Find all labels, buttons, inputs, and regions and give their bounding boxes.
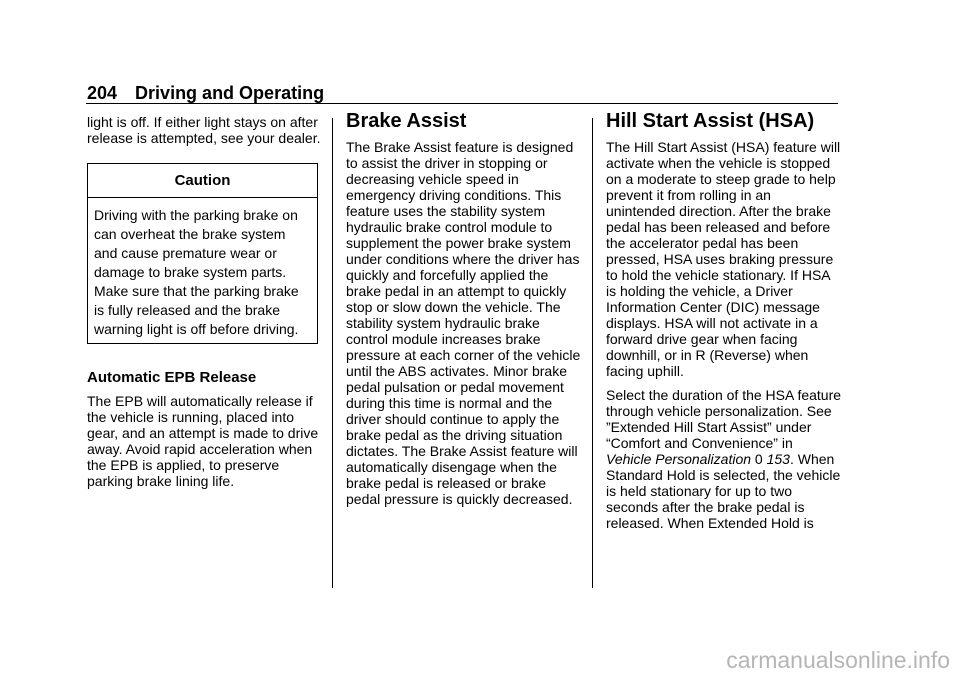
vehicle-personalization-link[interactable]: Vehicle Personalization — [606, 451, 752, 467]
column-divider-2 — [592, 118, 593, 588]
hsa-heading: Hill Start Assist (HSA) — [606, 110, 815, 132]
epb-heading: Automatic EPB Release — [87, 369, 257, 386]
page-number: 204 — [87, 83, 118, 103]
epb-paragraph: The EPB will automatically release if the vehicle is running, placed into gear, and an attempt is made to drive away. Avoid rapid acceleration when the EPB is applied, to preserve parking brake lining life. — [87, 393, 319, 489]
intro-paragraph: light is off. If either light stays on after release is attempted, see your dealer. — [87, 114, 321, 146]
column-middle — [346, 110, 582, 515]
brake-assist-heading: Brake Assist — [346, 110, 467, 132]
page-ref-icon: 0 — [754, 451, 763, 467]
column-divider-1 — [332, 118, 333, 588]
hsa-paragraph-1: The Hill Start Assist (HSA) feature will activate when the vehicle is stopped on a moderate to steep grade to help prevent it from rolling in an unintended direction. After the brake pedal has been released and before the accelerator pedal has been pressed, HSA uses braking pressure to hold the vehicle stationary. If HSA is holding the vehicle, a Driver Information Center (DIC) message displays. HSA will not activate in a forward drive gear when facing downhill, or in R (Reverse) when facing uphill. — [606, 139, 841, 379]
column-left — [87, 114, 323, 497]
watermark: carmanualsonline.info — [726, 647, 950, 673]
page-header — [87, 82, 324, 104]
hsa-paragraph-2-tail: . When Standard Hold is selected, the vehicle is held stationary for up to two seconds after the brake pedal is released. When Extended Hold is — [606, 451, 841, 531]
column-right — [606, 110, 842, 539]
header-rule — [86, 103, 838, 104]
section-title: Driving and Operating — [135, 83, 325, 103]
caution-box — [87, 163, 318, 344]
caution-title: Caution — [88, 164, 317, 198]
caution-body: Driving with the parking brake on can overheat the brake system and cause premature wear or damage to brake system parts. Make sure that the parking brake is fully released and the brake warning light is off before driving. — [94, 207, 299, 337]
brake-assist-paragraph: The Brake Assist feature is designed to assist the driver in stopping or decreasing vehicle speed in emergency driving conditions. This feature uses the stability system hydraulic brake control module to supplement the power brake system under conditions where the driver has quickly and forcefully applied the brake pedal in an attempt to quickly stop or slow down the vehicle. The stability system hydraulic brake control module increases brake pressure at each corner of the vehicle until the ABS activates. Minor brake pedal pulsation or pedal movement during this time is normal and the driver should continue to apply the brake pedal as the driving situation dictates. The Brake Assist feature will automatically disengage when the brake pedal is released or brake pedal pressure is quickly decreased. — [346, 139, 581, 507]
page-ref-number[interactable]: 153 — [766, 451, 790, 467]
hsa-paragraph-2 — [606, 387, 842, 531]
hsa-paragraph-2-text: Select the duration of the HSA feature through vehicle personalization. See ”Extended Hill Start Assist” under “Comfort and Convenience” in — [606, 387, 842, 451]
